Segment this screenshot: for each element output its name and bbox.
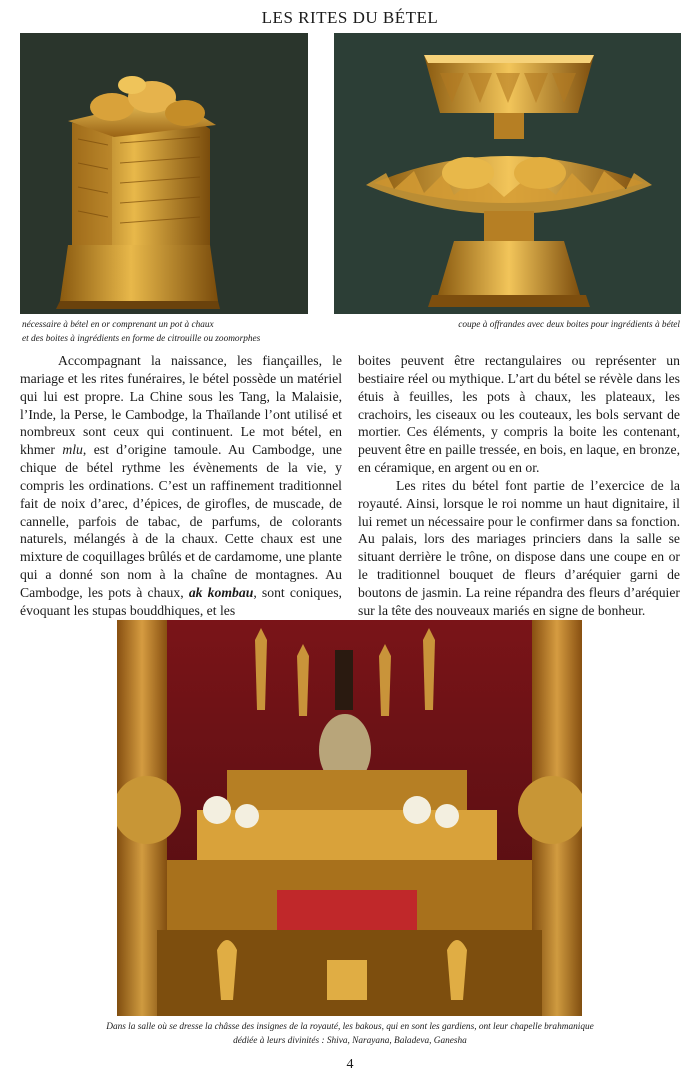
khmer-term: ak kombau bbox=[188, 584, 254, 600]
left-photo-caption bbox=[22, 318, 322, 346]
offering-bowl-photo bbox=[334, 33, 681, 314]
article-column-left bbox=[20, 352, 342, 620]
article-column-right bbox=[358, 352, 680, 620]
betel-box-photo bbox=[20, 33, 308, 314]
khmer-term: mlu bbox=[62, 442, 83, 458]
right-caption-text: coupe à offrandes avec deux boites pour ingrédients à bétel bbox=[458, 320, 680, 330]
paragraph bbox=[20, 352, 342, 620]
paragraph: boites peuvent être rectangulaires ou représenter un bestiaire réel ou mythique. L’art du bétel se révèle dans les étuis à feuilles, les pots à chaux, les plateaux, les crachoirs, les ciseaux ou les couteaux, les bols servant de mortier. Ces éléments, y compris la boite les contenant, peuvent être en paille tressée, en bois, en laque, en bronze, en céramique, en argent ou en or. bbox=[358, 353, 680, 476]
text-run: , sont coniques, évoquant les stupas bouddhiques, et les bbox=[20, 584, 342, 618]
text-run: Accompagnant la naissance, les fiançailles, le mariage et les rites funéraires, le bétel possède un matériel qui lui est propre. La Chine sous les Tang, la Malaisie, l’Inde, la Perse, le Cambodge, la Thaïlande l’ont utilisé et nombreux sont ceux qui continuent. Le mot bétel, en khmer bbox=[20, 353, 342, 458]
page-number: 4 bbox=[346, 1057, 354, 1072]
left-caption-line-1: nécessaire à bétel en or comprenant un pot à chaux bbox=[22, 320, 214, 330]
bottom-photo-caption bbox=[20, 1020, 680, 1048]
bottom-caption-line-1: Dans la salle où se dresse la châsse des insignes de la royauté, les bakous, qui en sont les gardiens, ont leur chapelle brahmanique bbox=[106, 1022, 594, 1032]
paragraph: Les rites du bétel font partie de l’exercice de la royauté. Ainsi, lorsque le roi nomme un haut dignitaire, il lui remet un nécessaire pour le confirmer dans sa fonction. Au palais, lors des mariages princiers dans la salle se situant derrière le trône, on dispose dans une coupe en or le traditionnel bouquet de fleurs d’aréquier garni de boutons de jasmin. La reine répandra des fleurs d’aréquier sur la tête des nouveaux mariés en signe de bonheur. bbox=[358, 477, 680, 618]
left-caption-line-2: et des boites à ingrédients en forme de citrouille ou zoomorphes bbox=[22, 334, 261, 344]
page-title: LES RITES DU BÉTEL bbox=[261, 8, 439, 27]
right-photo-caption bbox=[340, 318, 680, 332]
text-run: , est d’origine tamoule. Au Cambodge, une chique de bétel rythme les évènements de la vie, y compris les ordinations. C’est un raffinement traditionnel fait de noix d’arec, d’épices, de girofles, de muscade, de cannelle, parfois de tabac, de parfums, de colorants naturels, mélangés à de la chaux. Cette chaux est une mixture de coquillages brûlés et de cardamome, une plante qui a donné son nom à la chaîne de montagnes. Au Cambodge, les pots à chaux, bbox=[20, 442, 342, 600]
bottom-caption-line-2: dédiée à leurs divinités : Shiva, Narayana, Baladeva, Ganesha bbox=[233, 1036, 467, 1046]
brahmanic-chapel-photo bbox=[117, 620, 582, 1016]
